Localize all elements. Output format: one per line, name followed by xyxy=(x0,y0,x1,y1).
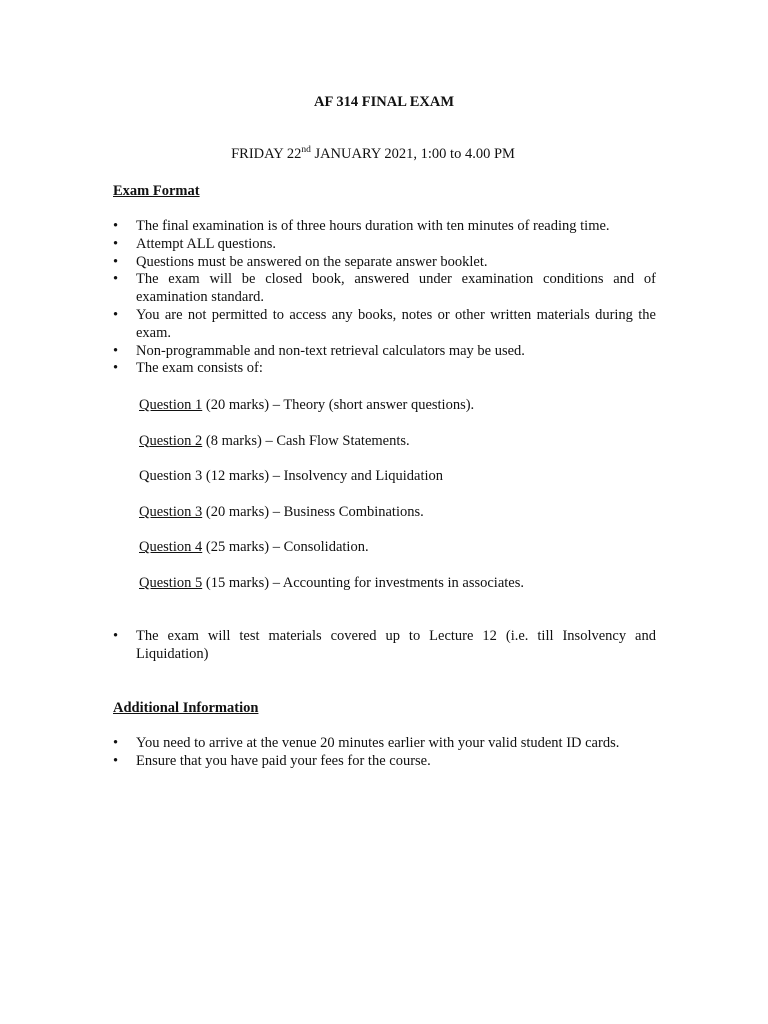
list-item xyxy=(113,271,656,307)
bullet-icon: • xyxy=(113,360,119,377)
question-item xyxy=(139,467,524,503)
bullet-icon: • xyxy=(113,628,119,644)
list-item-text: Ensure that you have paid your fees for the course. xyxy=(136,752,431,769)
question-label: Question 4 xyxy=(139,539,203,556)
question-detail: (20 marks) – Business Combinations. xyxy=(202,503,424,520)
bullet-icon: • xyxy=(113,218,119,234)
bullet-icon: • xyxy=(113,235,119,252)
bullet-icon: • xyxy=(113,271,119,288)
list-item xyxy=(113,735,656,753)
question-label: Question 3 xyxy=(139,503,203,520)
bullet-icon: • xyxy=(113,342,119,359)
bullet-icon: • xyxy=(113,735,119,751)
list-item-text: The exam consists of: xyxy=(136,360,263,377)
exam-date-line xyxy=(0,146,746,163)
list-item-text: The final examination is of three hours duration with ten minutes of reading time. xyxy=(136,218,610,234)
list-item-text: Questions must be answered on the separate answer booklet. xyxy=(136,253,488,270)
list-item-text: You are not permitted to access any books, notes or other written materials during the exam. xyxy=(136,306,656,341)
exam-title: AF 314 FINAL EXAM xyxy=(313,94,455,110)
list-item xyxy=(113,307,656,343)
list-item-text: You need to arrive at the venue 20 minutes earlier with your valid student ID cards. xyxy=(136,735,620,751)
list-item xyxy=(113,236,656,254)
bullet-icon: • xyxy=(113,752,119,769)
additional-info-list xyxy=(113,735,656,771)
list-item xyxy=(113,628,656,664)
question-detail: (12 marks) – Insolvency and Liquidation xyxy=(202,468,444,485)
date-suffix: JANUARY 2021, 1:00 to 4.00 PM xyxy=(310,146,515,162)
list-item xyxy=(113,254,656,272)
question-item xyxy=(139,503,524,539)
list-item xyxy=(113,343,656,361)
question-item xyxy=(139,574,524,610)
question-label: Question 5 xyxy=(139,574,203,591)
list-item xyxy=(113,753,656,771)
question-item xyxy=(139,538,524,574)
question-label: Question 1 xyxy=(139,397,203,413)
coverage-list xyxy=(113,628,656,664)
list-item xyxy=(113,360,656,378)
question-item xyxy=(139,396,524,432)
exam-format-list xyxy=(113,218,656,378)
question-detail: (25 marks) – Consolidation. xyxy=(202,539,369,556)
question-detail: (8 marks) – Cash Flow Statements. xyxy=(202,432,410,449)
exam-format-heading: Exam Format xyxy=(113,183,200,199)
additional-info-heading: Additional Information xyxy=(113,700,259,716)
list-item-text: Attempt ALL questions. xyxy=(136,235,277,252)
list-item-text: Non-programmable and non-text retrieval calculators may be used. xyxy=(136,342,525,359)
date-superscript: nd xyxy=(301,145,311,155)
question-list xyxy=(139,396,524,610)
question-detail: (20 marks) – Theory (short answer questions). xyxy=(202,397,475,413)
question-detail: (15 marks) – Accounting for investments in associates. xyxy=(202,574,524,591)
question-label: Question 2 xyxy=(139,432,203,449)
list-item-text: The exam will be closed book, answered under examination conditions and of examination standard. xyxy=(136,271,656,306)
list-item xyxy=(113,218,656,236)
question-label: Question 3 xyxy=(139,468,203,485)
bullet-icon: • xyxy=(113,306,119,323)
date-prefix: FRIDAY 22 xyxy=(231,146,302,162)
question-item xyxy=(139,432,524,468)
bullet-icon: • xyxy=(113,253,119,270)
list-item-text: The exam will test materials covered up to Lecture 12 (i.e. till Insolvency and Liquidation) xyxy=(136,628,656,662)
